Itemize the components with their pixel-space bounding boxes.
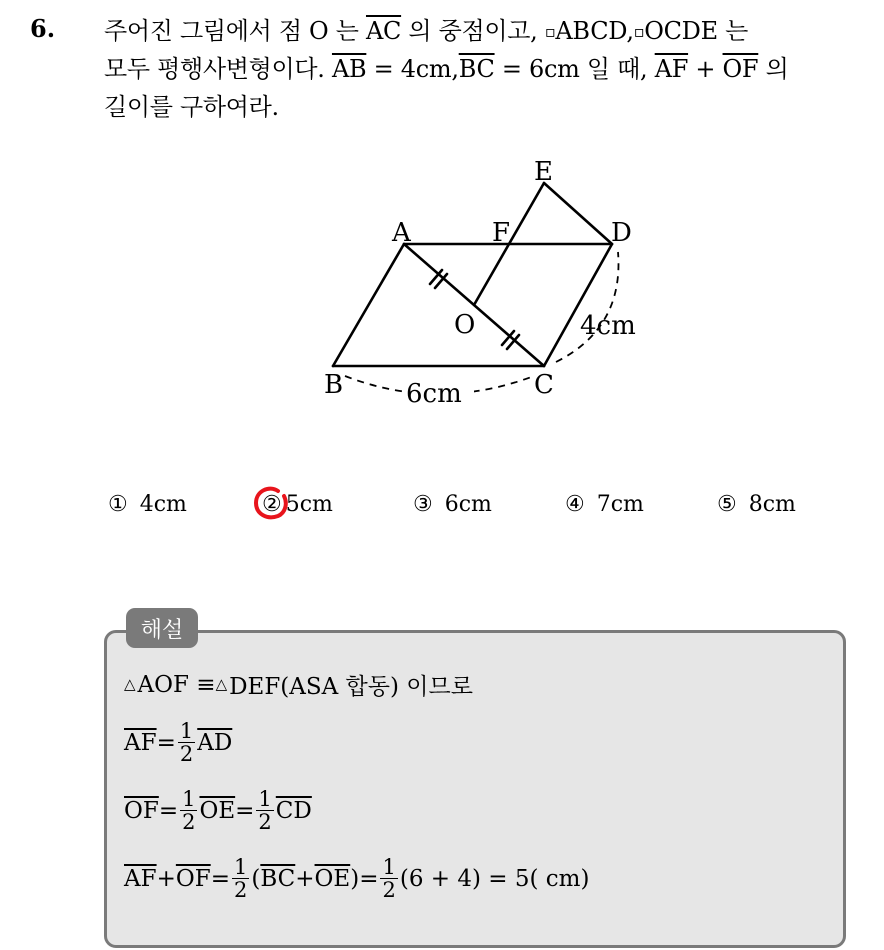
- text: = 4cm,: [366, 55, 459, 83]
- text: DEF(ASA 합동) 이므로: [229, 674, 473, 700]
- choice-number: ⑤: [717, 492, 737, 517]
- text: 의: [758, 55, 789, 83]
- dim-label-cd: 4cm: [580, 311, 636, 341]
- dim-label-bc: 6cm: [406, 379, 462, 409]
- denominator: 2: [233, 878, 248, 902]
- segment: $\overline{OF}$: [124, 797, 159, 824]
- question-line-1: [104, 12, 864, 50]
- text: +: [688, 55, 723, 83]
- choice-number: ③: [413, 492, 433, 517]
- choice-1[interactable]: [108, 492, 187, 517]
- segment: $\overline{CD}$: [275, 797, 312, 824]
- segment: $\overline{AD}$: [197, 729, 233, 756]
- segment-ed: [544, 183, 612, 244]
- text: (6 + 4) = 5( cm): [399, 865, 590, 892]
- triangle-icon: △: [124, 674, 136, 693]
- text: =: [156, 729, 176, 756]
- choice-text: 4cm: [139, 492, 187, 517]
- text: =: [210, 865, 230, 892]
- text: ): [350, 865, 360, 892]
- label-d: D: [611, 218, 632, 248]
- choice-5[interactable]: [717, 492, 796, 517]
- text: +: [156, 865, 176, 892]
- fraction: [380, 856, 397, 901]
- segment-ab: $\overline{AB}$: [331, 55, 367, 83]
- fraction: [256, 788, 273, 833]
- geometry-figure: [300, 150, 660, 420]
- text: +: [295, 865, 315, 892]
- text: =: [158, 797, 179, 824]
- question-line-2: [104, 50, 864, 88]
- segment: $\overline{BC}$: [260, 865, 296, 892]
- text: 의 중점이고,: [401, 17, 545, 45]
- numerator: 1: [382, 855, 396, 879]
- numerator: 1: [258, 787, 272, 811]
- text: =: [359, 865, 379, 892]
- dim-arc-cd: [556, 252, 618, 362]
- label-f: F: [492, 218, 511, 248]
- solution-tag: 해설: [126, 608, 198, 648]
- choice-3[interactable]: [413, 492, 492, 517]
- denominator: 2: [258, 810, 272, 834]
- parallelogram-icon: ▫: [544, 22, 556, 41]
- question-line-3: 길이를 구하여라.: [104, 93, 279, 121]
- segment: $\overline{OE}$: [199, 797, 236, 824]
- text: (: [251, 865, 261, 892]
- segment-ab-line: [333, 244, 404, 366]
- solution-line-4: [124, 856, 589, 901]
- solution-line-1: [124, 668, 473, 701]
- label-b: B: [324, 370, 344, 400]
- numerator: 1: [233, 855, 248, 879]
- choice-text: 7cm: [596, 492, 644, 517]
- text: AOF ≡: [137, 671, 216, 698]
- question-number: 6.: [30, 14, 56, 43]
- denominator: 2: [382, 878, 396, 902]
- denominator: 2: [179, 742, 194, 766]
- text: =: [235, 797, 255, 824]
- numerator: 1: [179, 719, 194, 743]
- segment: $\overline{OF}$: [175, 865, 211, 892]
- segment-bc: $\overline{BC}$: [458, 55, 495, 83]
- denominator: 2: [182, 810, 196, 834]
- solution-line-3: [124, 788, 312, 833]
- fraction: [180, 788, 197, 833]
- fraction: [178, 720, 195, 765]
- label-o: O: [454, 310, 476, 340]
- choice-text: 5cm: [285, 492, 333, 517]
- choice-number: ①: [108, 492, 128, 517]
- choice-text: 8cm: [748, 492, 796, 517]
- answer-choices: [0, 492, 884, 532]
- choice-number: ②: [262, 492, 282, 517]
- numerator: 1: [182, 787, 196, 811]
- segment-of: $\overline{OF}$: [722, 55, 759, 83]
- fraction: [232, 856, 249, 901]
- choice-2[interactable]: [262, 492, 333, 517]
- segment-ac: $\overline{AC}$: [365, 17, 402, 45]
- segment: $\overline{AF}$: [124, 865, 157, 892]
- text: 모두 평행사변형이다.: [104, 55, 332, 83]
- parallelogram-icon: ▫: [633, 22, 645, 41]
- label-a: A: [392, 218, 411, 248]
- text: 주어진 그림에서 점 O 는: [104, 17, 366, 45]
- label-c: C: [534, 370, 554, 400]
- choice-4[interactable]: [565, 492, 644, 517]
- triangle-icon: △: [215, 674, 228, 693]
- segment-af: $\overline{AF}$: [654, 55, 689, 83]
- text: = 6cm 일 때,: [494, 55, 655, 83]
- solution-line-2: [124, 720, 232, 765]
- question-text: [104, 12, 864, 126]
- choice-text: 6cm: [444, 492, 492, 517]
- text: OCDE 는: [644, 17, 749, 45]
- segment: $\overline{AF}$: [124, 729, 157, 756]
- segment: $\overline{OE}$: [314, 865, 351, 892]
- label-e: E: [534, 157, 553, 187]
- text: ABCD,: [555, 17, 634, 45]
- choice-number: ④: [565, 492, 585, 517]
